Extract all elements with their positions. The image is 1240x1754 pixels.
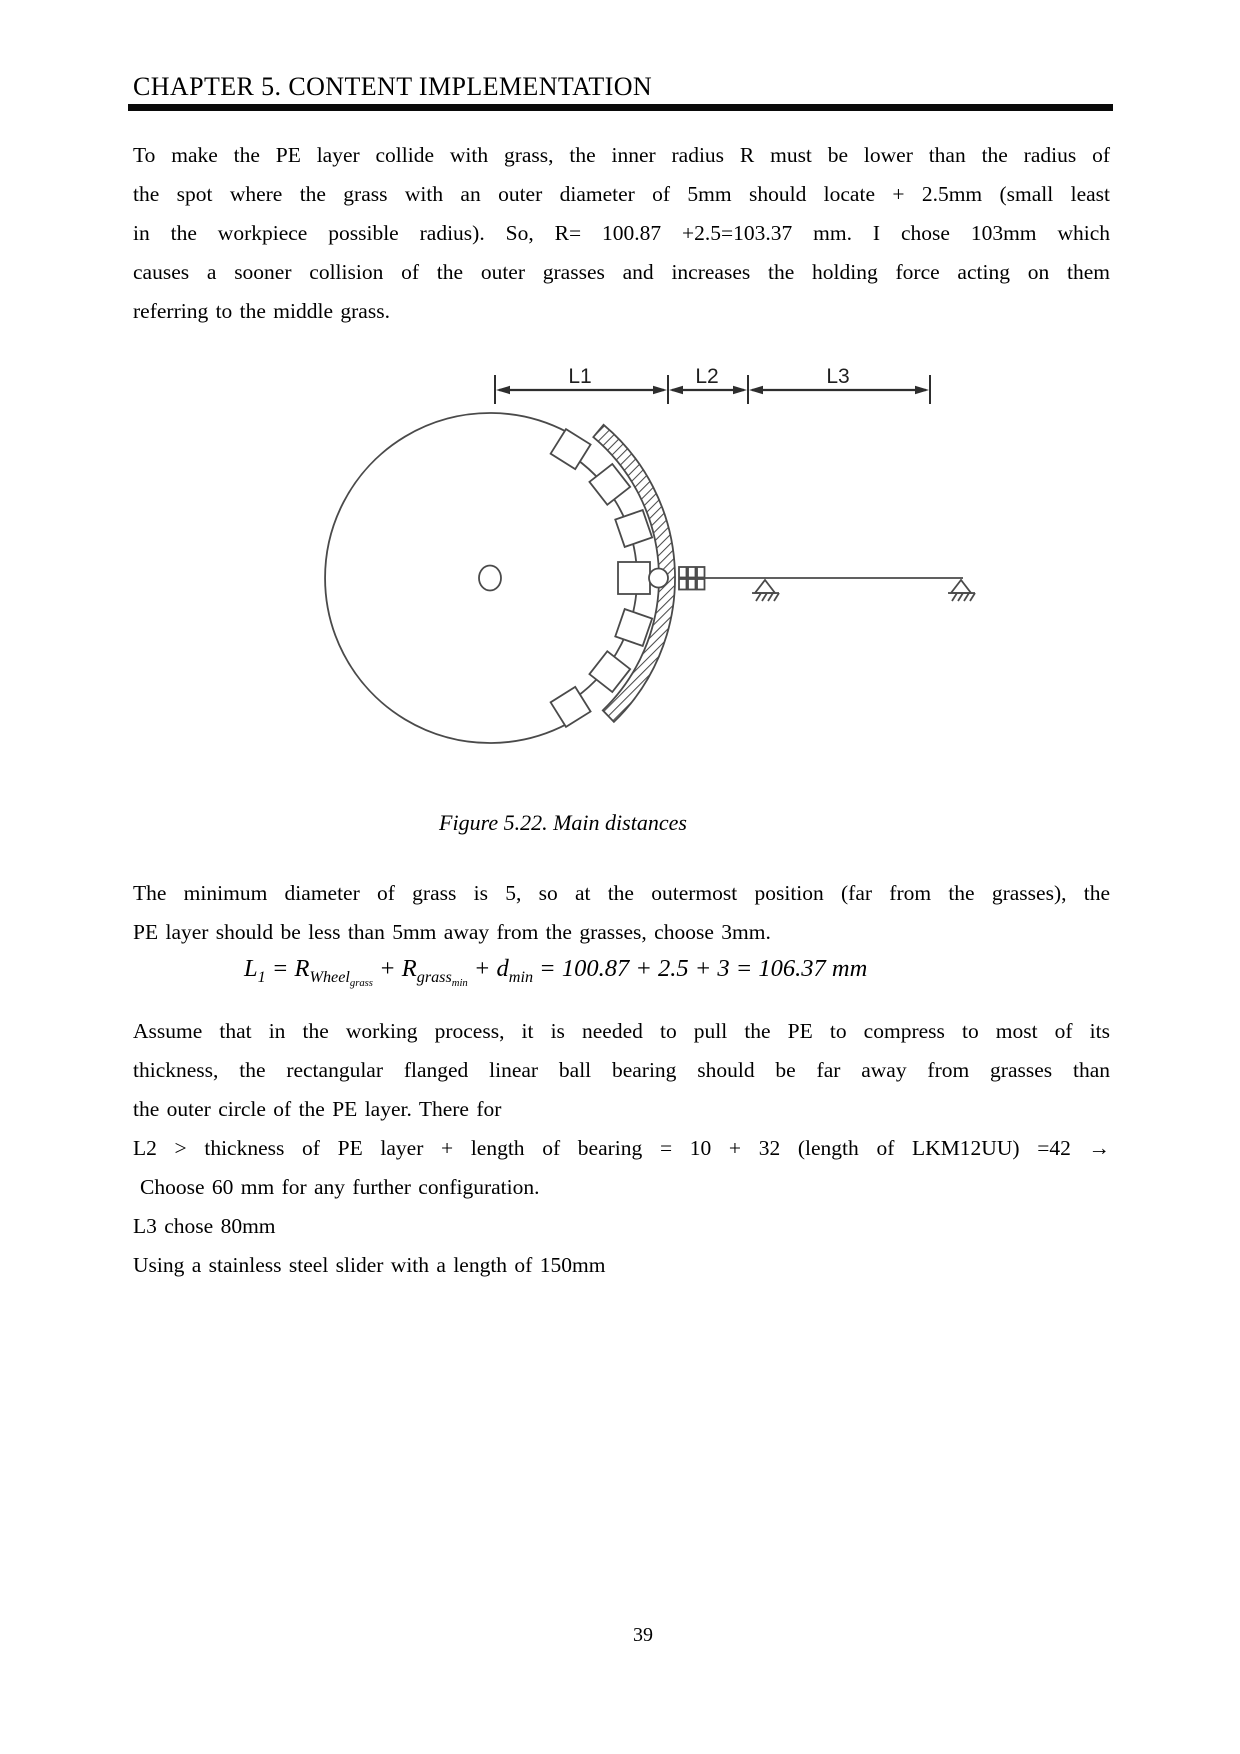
pusher-roller: [649, 569, 668, 588]
equation-term: = 100.87 + 2.5 + 3 = 106.37 mm: [533, 955, 868, 982]
equation-subscript: min: [508, 968, 534, 986]
equation-term: d: [496, 955, 509, 982]
equation-subscript: min: [451, 977, 468, 990]
chapter-header: CHAPTER 5. CONTENT IMPLEMENTATION: [133, 72, 653, 101]
arrowhead: [915, 386, 929, 394]
grass-holder-square: [551, 687, 591, 727]
equation-subscript: [309, 968, 373, 990]
wheel-outline: [325, 413, 637, 743]
grass-holder-square: [551, 429, 591, 469]
equation-subscript: grass: [349, 977, 373, 990]
text-line: in the workpiece possible radius). So, R= 100.87 +2.5=103.37 mm. I chose 103mm which: [133, 221, 1110, 245]
text-line: Assume that in the working process, it is needed to pull the PE to compress to most of its: [133, 1019, 1110, 1043]
text-line: the spot where the grass with an outer diameter of 5mm should locate + 2.5mm (small least: [133, 182, 1110, 206]
arrowhead: [669, 386, 683, 394]
figure-caption: Figure 5.22. Main distances: [439, 810, 687, 835]
text-line: referring to the middle grass.: [133, 299, 390, 323]
equation-term: L: [244, 955, 258, 982]
arrowhead: [653, 386, 667, 394]
equation-subscript: 1: [257, 968, 266, 986]
equation-term: R: [401, 955, 417, 982]
text-line: To make the PE layer collide with grass, the inner radius R must be lower than the radius of: [133, 143, 1110, 167]
equation-term: Wheel: [309, 968, 350, 986]
text-line: PE layer should be less than 5mm away from the grasses, choose 3mm.: [133, 920, 771, 944]
paragraph-assume: [133, 1012, 1110, 1285]
arrowhead: [733, 386, 747, 394]
equation-term: +: [467, 955, 497, 982]
dimension-lines: [495, 365, 930, 404]
pusher-block: [618, 562, 650, 594]
dimension-label-l2: L2: [695, 365, 719, 388]
equation-subscript: [416, 968, 468, 990]
equation-term: +: [372, 955, 402, 982]
ground-support-right: [948, 580, 975, 601]
arrowhead: [749, 386, 763, 394]
ground-support-left: [752, 580, 779, 601]
equation-l1: [244, 955, 868, 990]
page-number: 39: [633, 1624, 653, 1646]
slider-line: Using a stainless steel slider with a length of 150mm: [133, 1253, 606, 1277]
equation-term: grass: [416, 968, 452, 986]
text-line: The minimum diameter of grass is 5, so at the outermost position (far from the grasses), the: [133, 881, 1110, 905]
hub-hole: [479, 566, 501, 591]
grass-holder-square: [615, 609, 652, 646]
text-line: thickness, the rectangular flanged linear ball bearing should be far away from grasses than: [133, 1058, 1110, 1082]
arrowhead: [496, 386, 510, 394]
equation-term: =: [265, 955, 295, 982]
paragraph-min-diameter: [133, 874, 1110, 952]
dimension-label-l1: L1: [568, 365, 592, 388]
dimension-label-l3: L3: [826, 365, 850, 388]
equation-term: R: [294, 955, 310, 982]
l3-line: L3 chose 80mm: [133, 1214, 276, 1238]
l2-condition-line: L2 > thickness of PE layer + length of bearing = 10 + 32 (length of LKM12UU) =42 →: [133, 1136, 1110, 1160]
grass-holder-square: [615, 510, 652, 547]
choose-line: Choose 60 mm for any further configuration.: [140, 1175, 540, 1199]
text-line: the outer circle of the PE layer. There for: [133, 1097, 502, 1121]
linear-bearing: [679, 567, 705, 590]
text-line: causes a sooner collision of the outer grasses and increases the holding force acting on them: [133, 260, 1110, 284]
